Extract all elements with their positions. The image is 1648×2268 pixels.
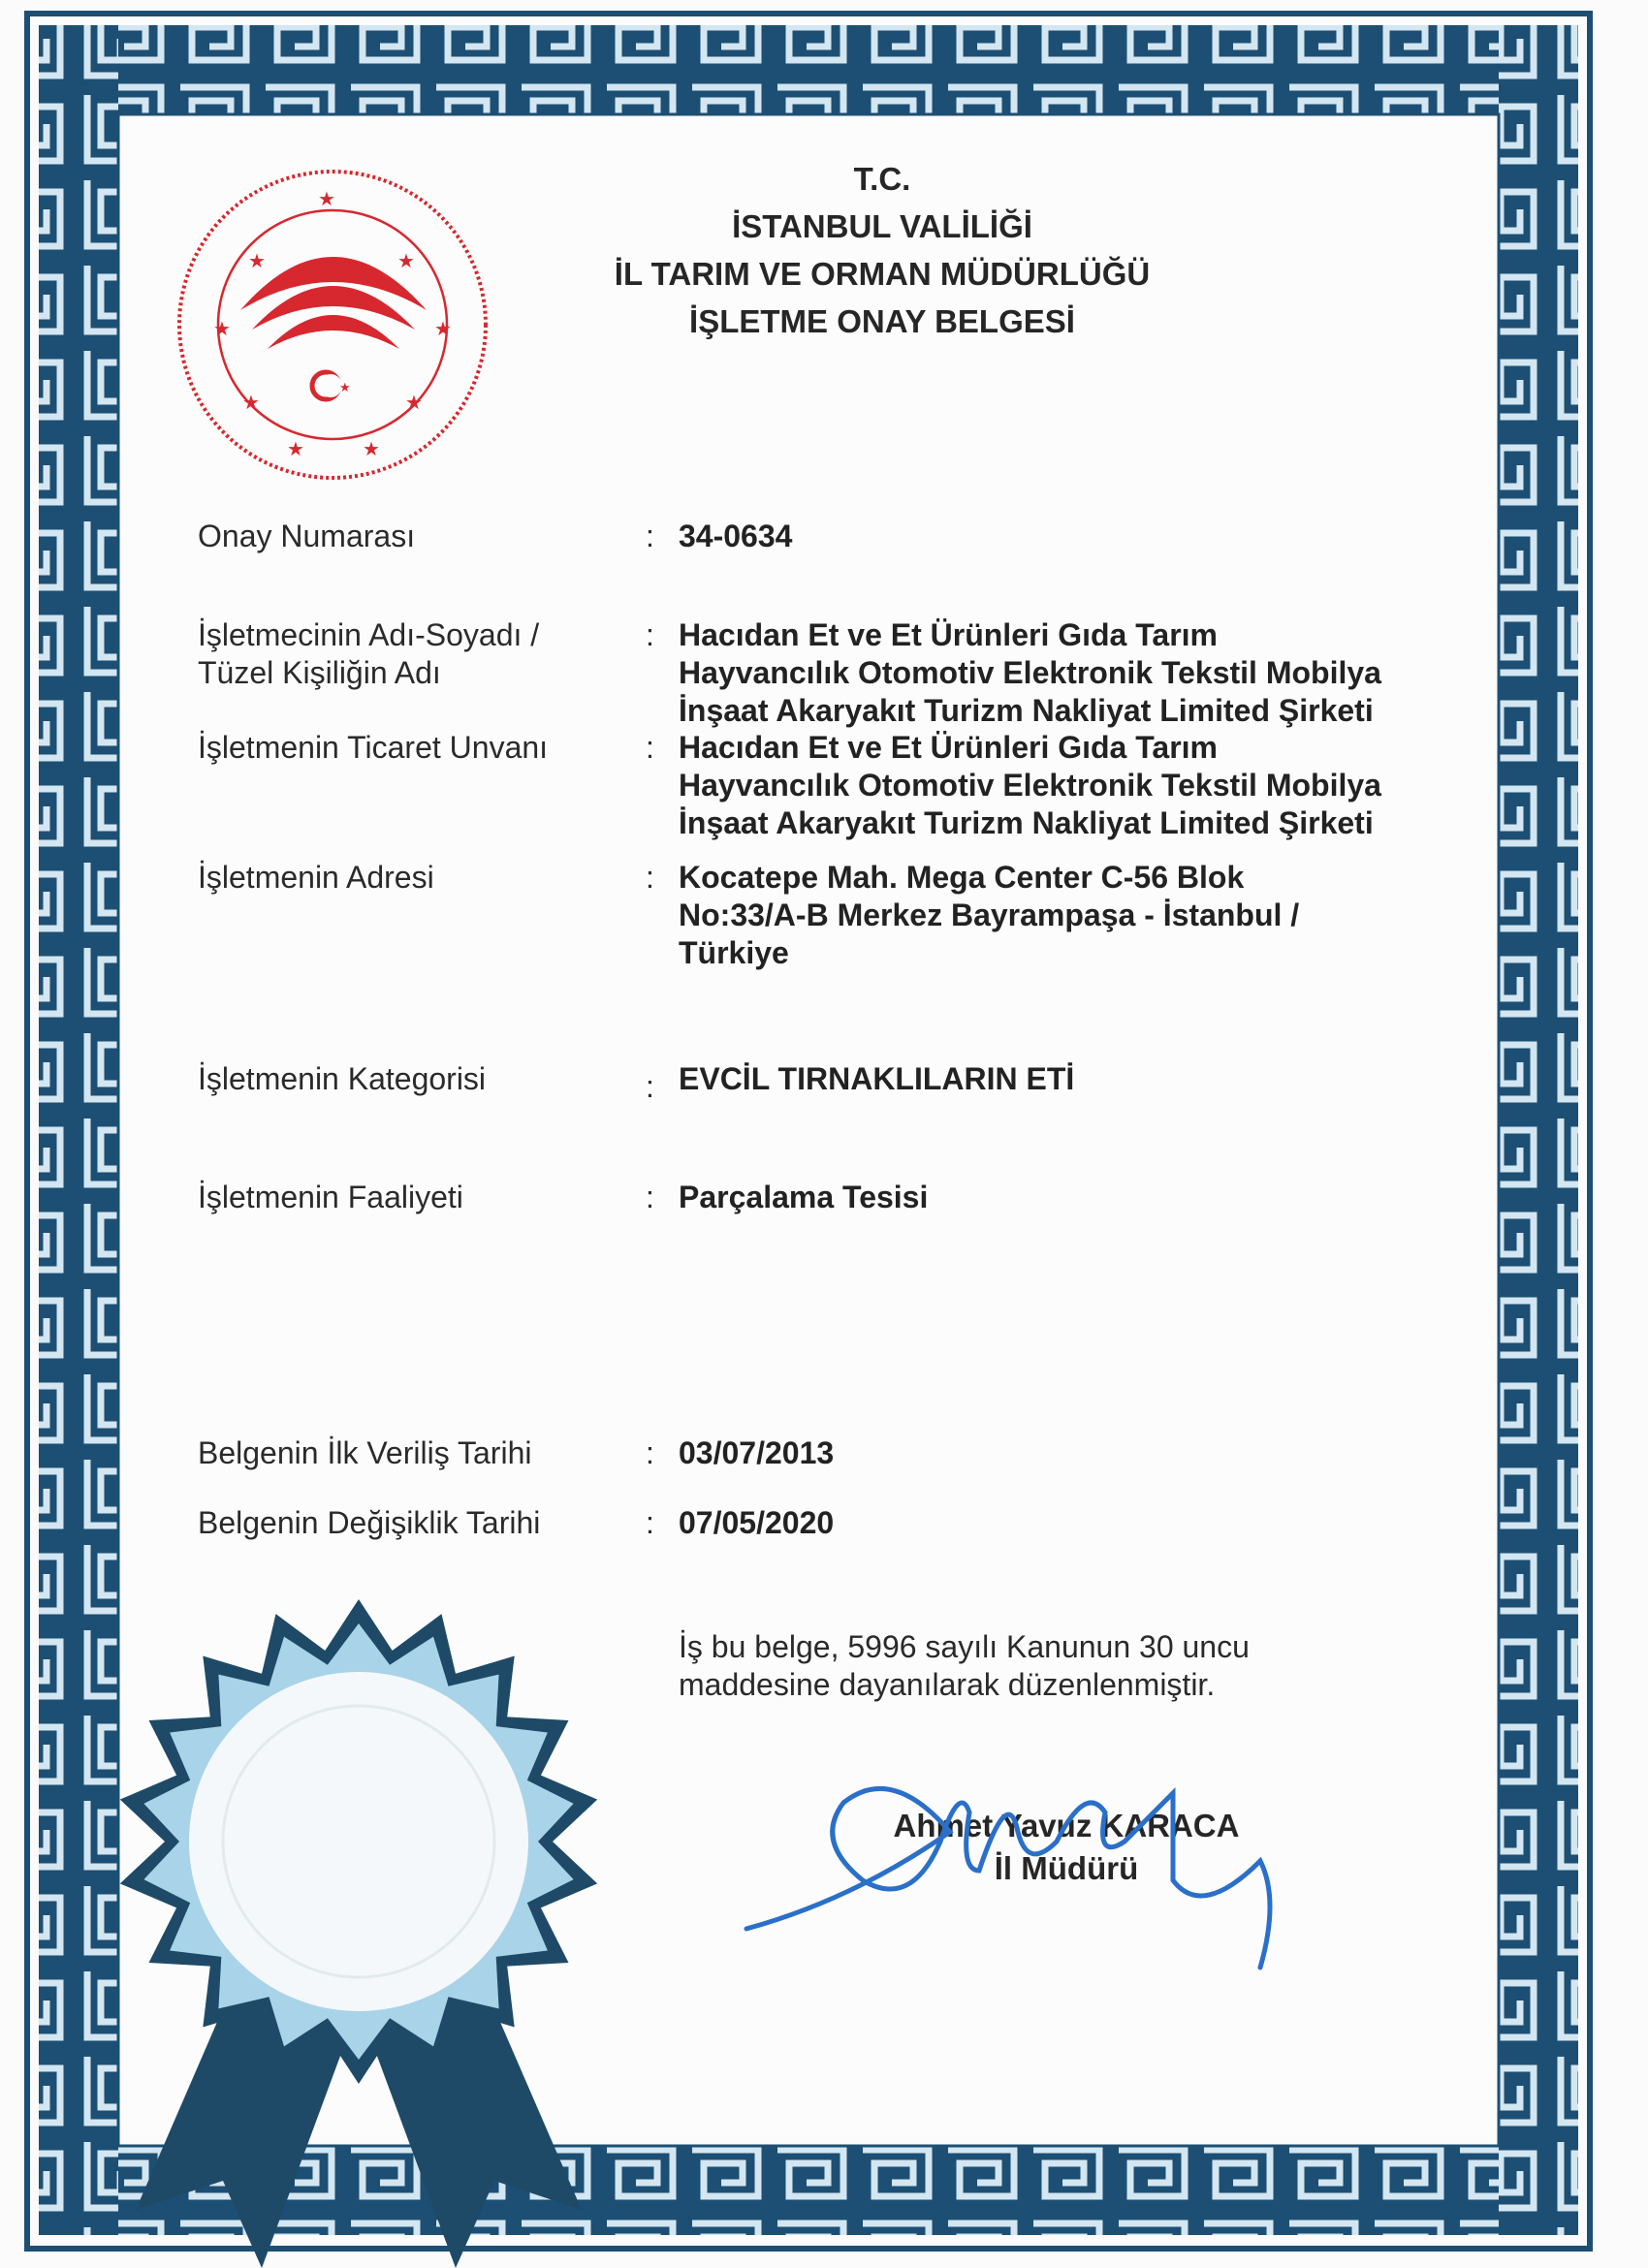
svg-text:★: ★ xyxy=(363,437,380,460)
svg-text:★: ★ xyxy=(397,249,415,272)
field-colon: : xyxy=(646,519,654,553)
field-value-line: Hayvancılık Otomotiv Elektronik Tekstil Mobilya xyxy=(679,655,1381,690)
field-label: Belgenin İlk Veriliş Tarihi xyxy=(198,1435,532,1470)
field-label: Belgenin Değişiklik Tarihi xyxy=(198,1505,541,1540)
field-label: İşletmenin Faaliyeti xyxy=(198,1180,463,1214)
header-tc: T.C. xyxy=(853,161,911,197)
field-label: İşletmenin Adresi xyxy=(198,860,434,895)
field-value: EVCİL TIRNAKLILARIN ETİ xyxy=(679,1061,1075,1096)
field-value-line: Hacıdan Et ve Et Ürünleri Gıda Tarım xyxy=(679,617,1218,652)
field-value-line: No:33/A-B Merkez Bayrampaşa - İstanbul / xyxy=(679,898,1300,932)
statute-line: maddesine dayanılarak düzenlenmiştir. xyxy=(679,1667,1216,1702)
field-value-line: Kocatepe Mah. Mega Center C-56 Blok xyxy=(679,860,1245,895)
svg-text:★: ★ xyxy=(318,187,335,210)
statute-note xyxy=(679,1628,1299,1704)
field-label-line: Tüzel Kişiliğin Adı xyxy=(198,655,441,690)
svg-text:★: ★ xyxy=(213,317,231,340)
svg-text:★: ★ xyxy=(287,437,304,460)
field-value: Parçalama Tesisi xyxy=(679,1180,929,1214)
field-value-line: İnşaat Akaryakıt Turizm Nakliyat Limited Şirketi xyxy=(679,805,1374,840)
field-colon: : xyxy=(646,617,654,652)
header-directorate: İL TARIM VE ORMAN MÜDÜRLÜĞÜ xyxy=(614,256,1151,292)
svg-text:★: ★ xyxy=(434,317,452,340)
field-value: 34-0634 xyxy=(679,519,793,553)
signer-title: İl Müdürü xyxy=(994,1850,1139,1886)
header-document-title: İŞLETME ONAY BELGESİ xyxy=(689,303,1075,339)
field-value-line: Hayvancılık Otomotiv Elektronik Tekstil Mobilya xyxy=(679,768,1381,803)
field-value: 07/05/2020 xyxy=(679,1505,835,1540)
field-label: İşletmenin Kategorisi xyxy=(198,1061,487,1096)
header-governorship: İSTANBUL VALİLİĞİ xyxy=(732,208,1032,244)
field-colon: : xyxy=(646,1069,654,1104)
svg-text:★: ★ xyxy=(248,249,266,272)
statute-line: İş bu belge, 5996 sayılı Kanunun 30 uncu xyxy=(679,1629,1250,1664)
field-label: Onay Numarası xyxy=(198,519,416,553)
signature-icon xyxy=(717,1725,1318,2016)
award-rosette-icon xyxy=(116,1590,601,2268)
field-colon: : xyxy=(646,730,654,765)
document-header xyxy=(543,155,1221,345)
field-value-line: Türkiye xyxy=(679,935,789,970)
svg-text:★: ★ xyxy=(405,391,423,414)
signer-name: Ahmet Yavuz KARACA xyxy=(893,1808,1240,1843)
field-colon: : xyxy=(646,860,654,895)
svg-text:★: ★ xyxy=(339,381,351,395)
field-colon: : xyxy=(646,1435,654,1470)
field-colon: : xyxy=(646,1180,654,1214)
field-label: İşletmenin Ticaret Unvanı xyxy=(198,730,549,765)
ministry-emblem-icon xyxy=(173,165,492,485)
field-value xyxy=(679,859,1483,972)
field-value xyxy=(679,729,1483,842)
field-value xyxy=(679,616,1483,730)
field-label-line: İşletmecinin Adı-Soyadı / xyxy=(198,617,540,652)
field-label xyxy=(198,616,624,692)
field-value: 03/07/2013 xyxy=(679,1435,835,1470)
field-value-line: Hacıdan Et ve Et Ürünleri Gıda Tarım xyxy=(679,730,1218,765)
svg-text:★: ★ xyxy=(242,391,260,414)
field-colon: : xyxy=(646,1505,654,1540)
field-value-line: İnşaat Akaryakıt Turizm Nakliyat Limited Şirketi xyxy=(679,693,1374,728)
